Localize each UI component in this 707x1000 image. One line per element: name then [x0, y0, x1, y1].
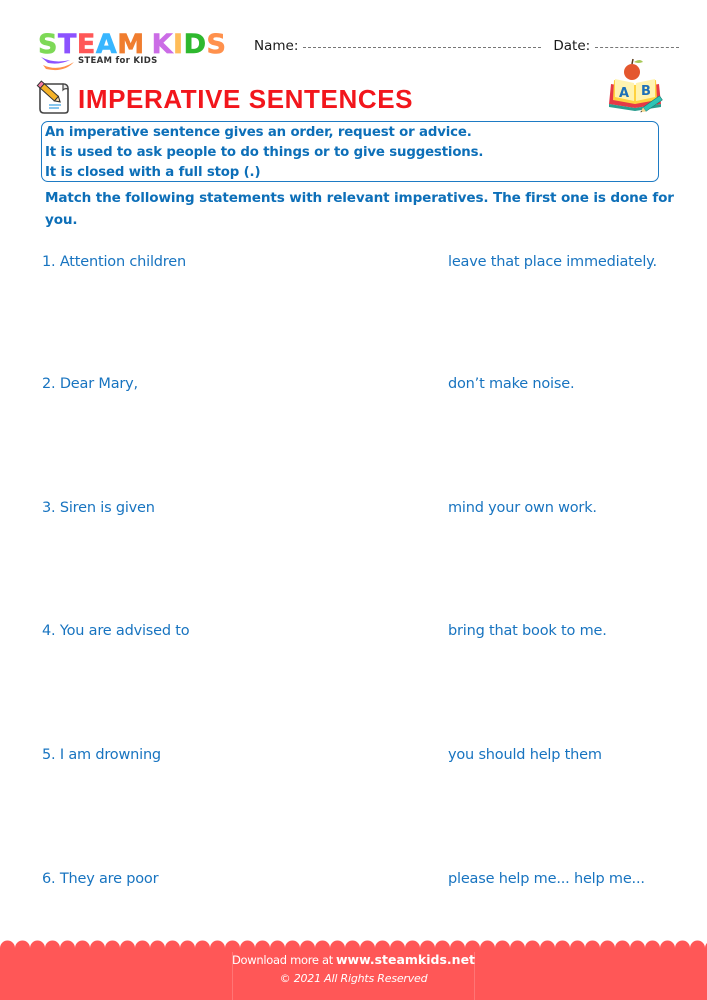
statement-6: 6. They are poor	[42, 871, 159, 887]
imperative-1: leave that place immediately.	[448, 254, 657, 270]
abc-book-apple-icon	[605, 58, 667, 114]
statement-4: 4. You are advised to	[42, 623, 190, 639]
footer-download-text: Download more at	[231, 953, 333, 967]
logo-letter: M	[117, 29, 145, 60]
footer-copyright: © 2021 All Rights Reserved	[279, 972, 428, 985]
logo-letter: T	[57, 29, 77, 60]
scalloped-footer-background	[0, 940, 707, 1000]
name-date-fields	[254, 38, 679, 54]
definition-line: It is closed with a full stop (.)	[45, 165, 261, 180]
imperative-4: bring that book to me.	[448, 623, 607, 639]
name-label: Name:	[254, 38, 299, 54]
definition-line: An imperative sentence gives an order, request or advice.	[45, 125, 472, 140]
logo-letter: S	[206, 29, 227, 60]
statement-5: 5. I am drowning	[42, 747, 161, 763]
imperative-3: mind your own work.	[448, 500, 597, 516]
steam-kids-logo	[38, 30, 238, 76]
logo-letter: S	[38, 29, 58, 60]
pencil-paper-icon	[35, 80, 73, 116]
date-field[interactable]	[595, 46, 679, 48]
instructions-text: Match the following statements with relevant imperatives. The first one is done for you.	[45, 190, 674, 228]
imperative-2: don’t make noise.	[448, 376, 575, 392]
definition-line: It is used to ask people to do things or to give suggestions.	[45, 145, 484, 160]
definition-box	[41, 121, 659, 182]
imperative-5: you should help them	[448, 747, 602, 763]
logo-swoosh-icon	[40, 55, 76, 73]
date-label: Date:	[553, 38, 591, 54]
page-title: IMPERATIVE SENTENCES	[78, 84, 414, 114]
footer-download-line	[0, 952, 707, 967]
statement-3: 3. Siren is given	[42, 500, 155, 516]
logo-letter: D	[183, 29, 207, 60]
logo-tagline: STEAM for KIDS	[78, 56, 158, 66]
footer	[0, 940, 707, 1000]
name-field[interactable]	[303, 46, 541, 48]
logo-letter: E	[76, 29, 96, 60]
footer-site-link[interactable]: www.steamkids.net	[335, 952, 476, 967]
logo-letter: K	[151, 29, 174, 60]
logo-letter: A	[95, 29, 118, 60]
statement-2: 2. Dear Mary,	[42, 376, 138, 392]
svg-text:A: A	[619, 86, 630, 101]
imperative-6: please help me... help me...	[448, 871, 645, 887]
logo-letter: I	[173, 29, 184, 60]
svg-text:B: B	[641, 84, 651, 99]
statement-1: 1. Attention children	[42, 254, 186, 270]
